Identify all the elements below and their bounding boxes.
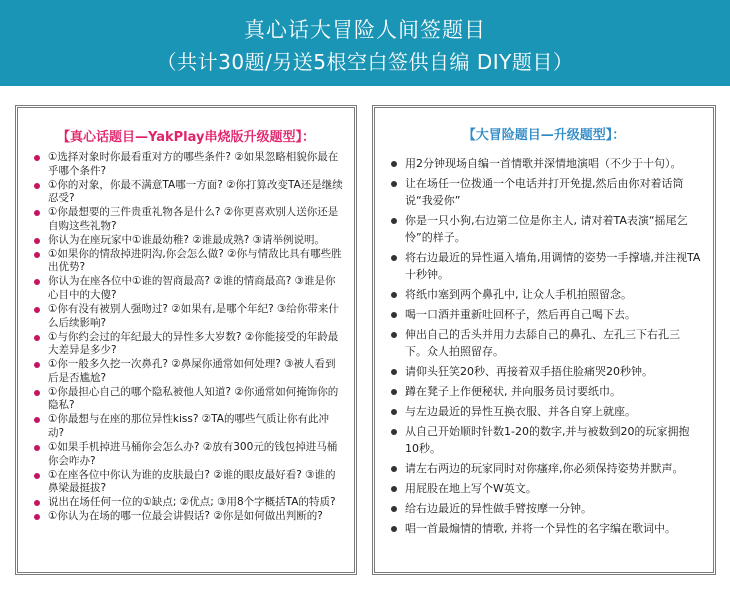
dare-item xyxy=(391,249,701,283)
truth-item xyxy=(34,206,344,233)
truth-item xyxy=(34,275,344,302)
bullet-icon xyxy=(391,429,397,435)
dare-item-text: 给右边最近的异性做手臂按摩一分钟。 xyxy=(405,502,592,515)
dare-item xyxy=(391,460,701,477)
bullet-icon xyxy=(391,466,397,472)
bullet-icon xyxy=(34,252,40,258)
truth-item xyxy=(34,496,344,510)
bullet-icon xyxy=(34,307,40,313)
dare-item-text: 请仰头狂笑20秒、再接着双手捂住脸痛哭20秒钟。 xyxy=(405,365,653,378)
truth-item-text: ①选择对象时你最看重对方的哪些条件? ②如果忽略相貌你最在乎哪个条件? xyxy=(48,151,339,177)
dare-item-text: 伸出自己的舌头并用力去舔自己的鼻孔、左孔三下右孔三下。众人拍照留存。 xyxy=(405,328,680,358)
dare-item-text: 你是一只小狗,右边第二位是你主人, 请对着TA表演“摇尾乞怜”的样子。 xyxy=(405,214,688,244)
bullet-icon xyxy=(391,332,397,338)
dare-item-text: 从自己开始顺时针数1-20的数字,并与被数到20的玩家拥抱10秒。 xyxy=(405,425,690,455)
dare-item xyxy=(391,286,701,303)
bullet-icon xyxy=(391,526,397,532)
dare-item xyxy=(391,423,701,457)
truth-list xyxy=(18,151,354,524)
truth-item xyxy=(34,469,344,496)
bullet-icon xyxy=(391,486,397,492)
truth-item-text: ①你有没有被别人强吻过? ②如果有,是哪个年纪? ③给你带来什么后续影响? xyxy=(48,303,339,329)
dare-item-text: 用2分钟现场自编一首情歌并深情地演唱（不少于十句）。 xyxy=(405,157,682,170)
dare-item-text: 让在场任一位拨通一个电话并打开免提,然后由你对着话筒说“我爱你” xyxy=(405,177,684,207)
dare-item-text: 请左右两边的玩家同时对你瘙痒,你必须保持姿势并默声。 xyxy=(405,462,684,475)
bullet-icon xyxy=(34,514,40,520)
bullet-icon xyxy=(34,183,40,189)
truth-item-text: 你认为在座各位中①谁的智商最高? ②谁的情商最高? ③谁是你心目中的大傻? xyxy=(48,275,336,301)
bullet-icon xyxy=(391,389,397,395)
truth-panel xyxy=(15,105,357,575)
truth-item-text: ①你最想要的三件贵重礼物各是什么? ②你更喜欢别人送你还是自购这些礼物? xyxy=(48,206,339,232)
dare-heading: 【大冒险题目—升级题型】： xyxy=(462,128,626,143)
truth-item-text: ①你最担心自己的哪个隐私被他人知道? ②你通常如何掩饰你的隐私? xyxy=(48,385,339,412)
truth-item-text: ①你最想与在座的那位异性kiss? ②TA的哪些气质让你有此冲动? xyxy=(48,413,329,439)
truth-item xyxy=(34,151,344,178)
bullet-icon xyxy=(391,506,397,512)
dare-item xyxy=(391,363,701,380)
truth-item-text: 你认为在座玩家中①谁最幼稚? ②谁最成熟? ③请举例说明。 xyxy=(48,233,326,246)
truth-item xyxy=(34,179,344,206)
dare-item-text: 将纸巾塞到两个鼻孔中, 让众人手机拍照留念。 xyxy=(405,288,632,301)
truth-item xyxy=(34,303,344,330)
dare-panel xyxy=(372,105,716,575)
bullet-icon xyxy=(34,500,40,506)
truth-item-text: ①如果手机掉进马桶你会怎么办? ②放有300元的钱包掉进马桶你会咋办? xyxy=(48,441,338,467)
dare-item xyxy=(391,480,701,497)
dare-item-text: 与左边最近的异性互换衣服、并各自穿上就座。 xyxy=(405,405,636,418)
dare-list xyxy=(375,155,713,537)
bullet-icon xyxy=(391,369,397,375)
dare-item xyxy=(391,212,701,246)
bullet-icon xyxy=(391,292,397,298)
bullet-icon xyxy=(391,161,397,167)
bullet-icon xyxy=(34,279,40,285)
bullet-icon xyxy=(34,445,40,451)
dare-item xyxy=(391,326,701,360)
truth-item-text: ①你一般多久挖一次鼻孔? ②鼻屎你通常如何处理? ③被人看到后是否尴尬? xyxy=(48,358,336,384)
truth-item-text: ①你的对象，你最不满意TA哪一方面? ②你打算改变TA还是继续忍受? xyxy=(48,178,343,205)
bullet-icon xyxy=(34,390,40,396)
bullet-icon xyxy=(391,181,397,187)
dare-item xyxy=(391,403,701,420)
dare-item-text: 将右边最近的异性逼入墙角,用调情的姿势一手撑墙,并注视TA十秒钟。 xyxy=(405,251,701,281)
dare-item-text: 喝一口酒并重新吐回杯子，然后再自己喝下去。 xyxy=(405,308,636,321)
bullet-icon xyxy=(34,335,40,341)
dare-item-text: 唱一首最煽情的情歌, 并将一个异性的名字编在歌词中。 xyxy=(405,522,676,535)
truth-item-text: ①与你约会过的年纪最大的异性多大岁数? ②你能接受的年龄最大差异是多少? xyxy=(48,330,339,357)
page-title: 真心话大冒险人间签题目 xyxy=(244,18,486,42)
dare-item xyxy=(391,306,701,323)
truth-item xyxy=(34,413,344,440)
dare-item xyxy=(391,175,701,209)
bullet-icon xyxy=(34,362,40,368)
dare-item-text: 用屁股在地上写个W英文。 xyxy=(405,482,537,495)
truth-item xyxy=(34,441,344,468)
bullet-icon xyxy=(391,312,397,318)
dare-item-text: 蹲在凳子上作便秘状, 并向服务员讨要纸巾。 xyxy=(405,385,621,398)
bullet-icon xyxy=(34,210,40,216)
truth-item-text: ①在座各位中你认为谁的皮肤最白? ②谁的眼皮最好看? ③谁的鼻梁最挺拔? xyxy=(48,468,336,495)
truth-item-text: 说出在场任何一位的①缺点; ②优点; ③用8个字概括TA的特质? xyxy=(48,496,336,509)
dare-item xyxy=(391,500,701,517)
bullet-icon xyxy=(391,409,397,415)
truth-item xyxy=(34,386,344,413)
bullet-icon xyxy=(34,473,40,479)
truth-item-text: ①你认为在场的哪一位最会讲假话? ②你是如何做出判断的? xyxy=(48,510,323,523)
truth-item xyxy=(34,510,344,524)
bullet-icon xyxy=(391,218,397,224)
page-subtitle: （共计30题/另送5根空白签供自编 DIY题目） xyxy=(156,50,574,74)
dare-item xyxy=(391,383,701,400)
dare-item xyxy=(391,520,701,537)
bullet-icon xyxy=(34,238,40,244)
truth-item xyxy=(34,331,344,358)
truth-item xyxy=(34,234,344,248)
header-banner xyxy=(0,0,730,86)
dare-item xyxy=(391,155,701,172)
bullet-icon xyxy=(391,255,397,261)
bullet-icon xyxy=(34,417,40,423)
truth-item xyxy=(34,358,344,385)
truth-heading: 【真心话题目—YakPlay串烧版升级题型】： xyxy=(57,130,315,145)
truth-item-text: ①如果你的情敌掉进阴沟,你会怎么做? ②你与情敌比具有哪些胜出优势? xyxy=(48,247,342,274)
truth-item xyxy=(34,248,344,275)
bullet-icon xyxy=(34,155,40,161)
